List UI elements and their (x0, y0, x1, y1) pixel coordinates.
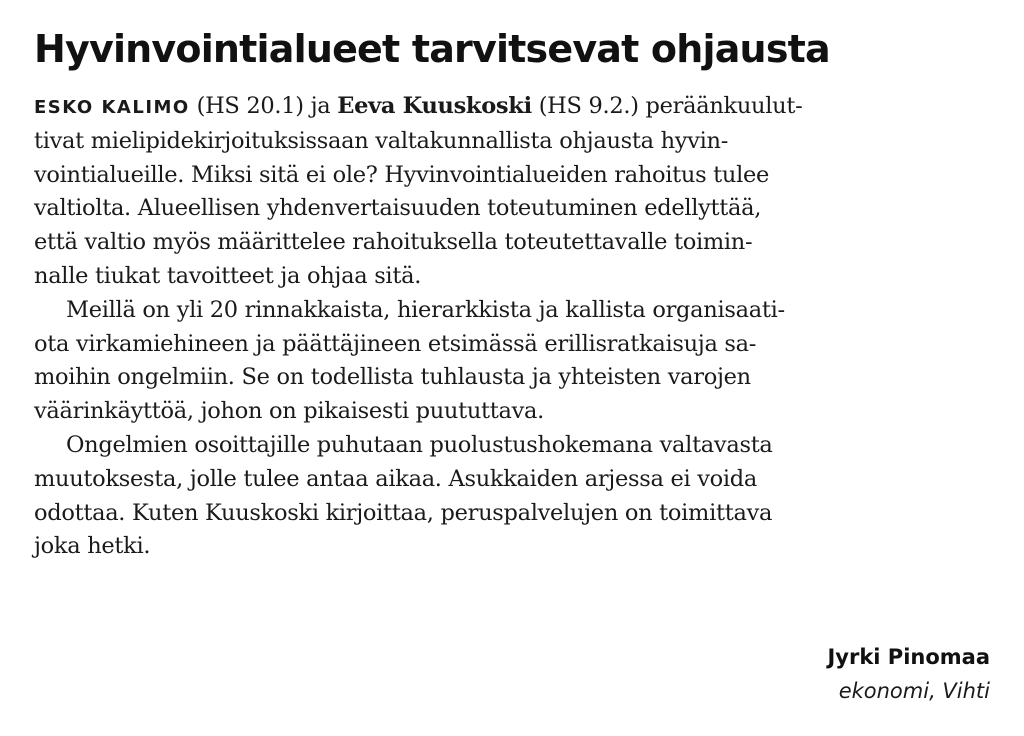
article (34, 22, 994, 564)
paragraph-line: muutoksesta, jolle tulee antaa aikaa. Asukkaiden arjessa ei voida (34, 465, 757, 492)
paragraph-line: nalle tiukat tavoitteet ja ohjaa sitä. (34, 262, 422, 289)
paragraph-line: vointialueille. Miksi sitä ei ole? Hyvinvointialueiden rahoitus tulee (34, 161, 770, 188)
paragraph-line: Meillä on yli 20 rinnakkaista, hierarkkista ja kallista organisaati- (66, 296, 785, 323)
paragraph-line: ota virkamiehineen ja päättäjineen etsimässä erillisratkaisuja sa- (34, 330, 757, 357)
paragraph-line: väärinkäyttöä, johon on pikaisesti puututtava. (34, 398, 545, 425)
article-body (34, 90, 994, 564)
paragraph-line: Ongelmien osoittajille puhutaan puolustushokemana valtavasta (66, 431, 773, 458)
paragraph-line: että valtio myös määrittelee rahoituksella toteutettavalle toimin- (34, 229, 753, 256)
reference-1: (HS 20.1) ja (189, 93, 338, 119)
paragraph-line: valtiolta. Alueellisen yhdenvertaisuuden toteutuminen edellyttää, (34, 195, 762, 222)
paragraph-line: tivat mielipidekirjoituksissaan valtakunnallista ohjausta hyvin- (34, 127, 729, 154)
paragraph-line: joka hetki. (34, 533, 151, 560)
author-title: ekonomi, Vihti (838, 679, 990, 703)
paragraph-line: odottaa. Kuten Kuuskoski kirjoittaa, peruspalvelujen on toimittava (34, 499, 773, 526)
signature (827, 640, 990, 708)
headline: Hyvinvointialueet tarvitsevat ohjausta (34, 27, 830, 71)
paragraph-2 (34, 294, 994, 429)
paragraph-3 (34, 429, 994, 564)
paragraph-1 (34, 90, 994, 294)
kicker-name: ESKO KALIMO (34, 97, 190, 118)
author-name: Jyrki Pinomaa (827, 645, 990, 669)
paragraph-line: moihin ongelmiin. Se on todellista tuhlausta ja yhteisten varojen (34, 364, 751, 391)
referenced-author-name: Eeva Kuuskoski (337, 93, 532, 119)
paragraph-1-line-1 (34, 90, 994, 125)
reference-2: (HS 9.2.) peräänkuulut- (531, 93, 803, 119)
